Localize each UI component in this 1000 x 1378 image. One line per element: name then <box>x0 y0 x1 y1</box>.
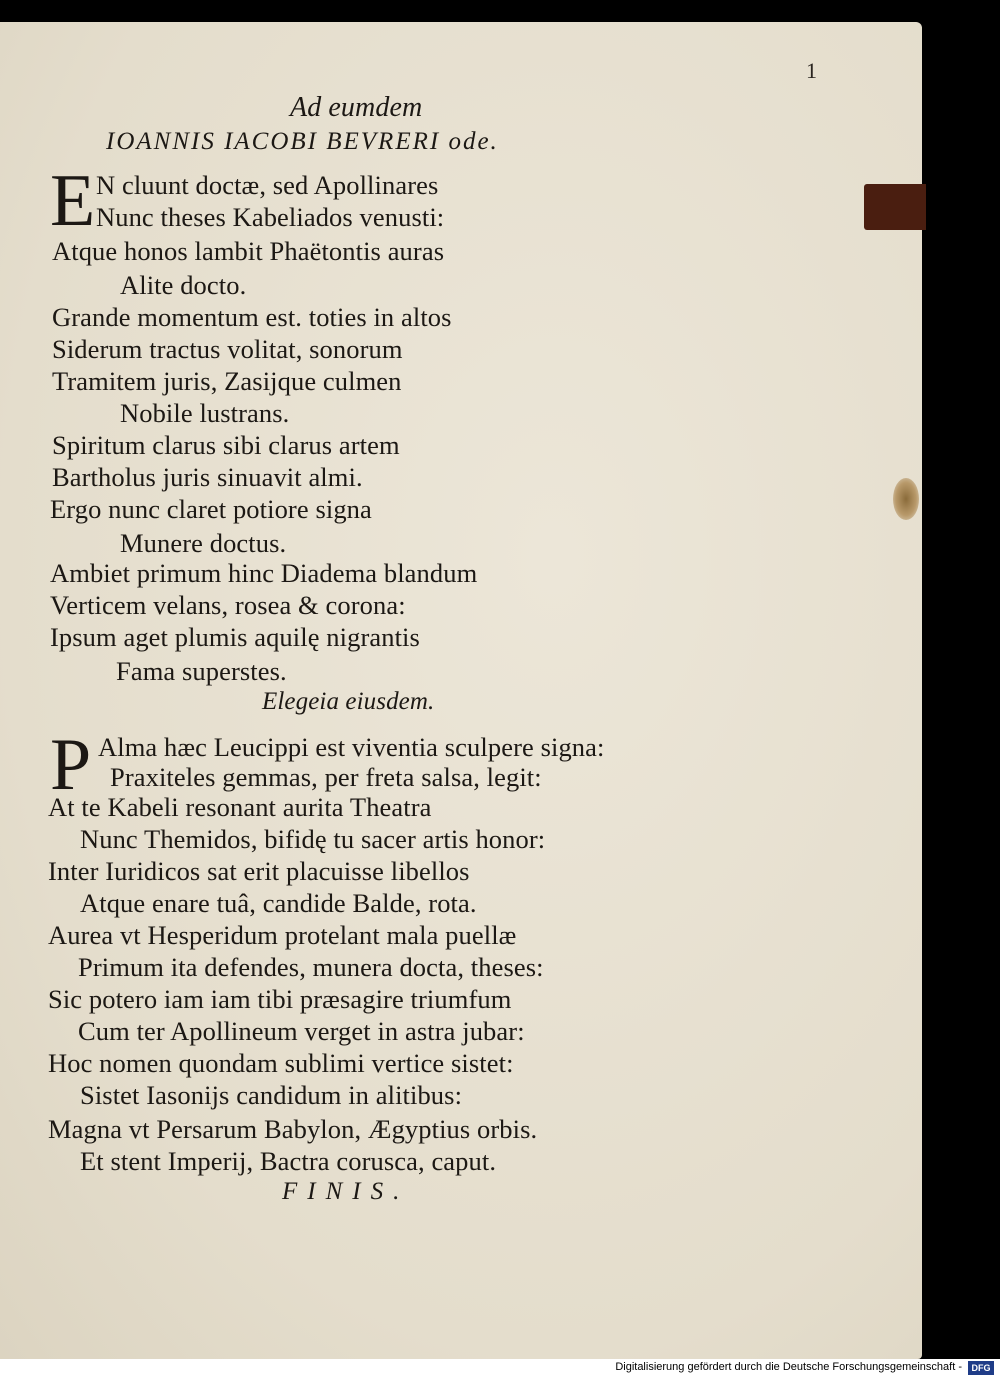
ode-line-1: N cluunt doctæ, sed Apollinares <box>96 170 439 200</box>
paper-stain <box>893 478 919 520</box>
elegy-line-7: Aurea vt Hesperidum protelant mala puellæ <box>48 920 517 950</box>
elegy-line-10: Cum ter Apollineum verget in astra jubar: <box>78 1016 525 1046</box>
ode-line-14: Verticem velans, rosea & corona: <box>50 590 406 620</box>
ode-line-9: Spiritum clarus sibi clarus artem <box>52 430 400 460</box>
elegy-line-1: Alma hæc Leucippi est viventia sculpere signa: <box>98 732 605 762</box>
ode-line-8: Nobile lustrans. <box>120 398 290 428</box>
dfg-logo: DFG <box>968 1361 994 1375</box>
elegy-line-8: Primum ita defendes, munera docta, theses: <box>78 952 544 982</box>
finis: FINIS. <box>282 1178 410 1205</box>
elegy-line-5: Inter Iuridicos sat erit placuisse libellos <box>48 856 470 886</box>
ode-line-11: Ergo nunc claret potiore signa <box>50 494 372 524</box>
ode-line-2: Nunc theses Kabeliados venusti: <box>96 202 445 232</box>
elegy-line-12: Sistet Iasonijs candidum in alitibus: <box>80 1080 463 1110</box>
ode-line-16: Fama superstes. <box>116 656 287 686</box>
elegy-line-14: Et stent Imperij, Bactra corusca, caput. <box>80 1146 497 1176</box>
ode-line-4: Alite docto. <box>120 270 247 300</box>
footer-credit: Digitalisierung gefördert durch die Deutsche Forschungsgemeinschaft - <box>615 1361 962 1373</box>
heading-ad-eumdem: Ad eumdem <box>290 92 423 123</box>
page-tab-marker <box>864 184 926 230</box>
elegy-line-11: Hoc nomen quondam sublimi vertice sistet: <box>48 1048 514 1078</box>
ode-line-10: Bartholus juris sinuavit almi. <box>52 462 363 492</box>
ode-line-15: Ipsum aget plumis aquilę nigrantis <box>50 622 420 652</box>
ode-line-7: Tramitem juris, Zasijque culmen <box>52 366 402 396</box>
elegy-line-4: Nunc Themidos, bifidę tu sacer artis honor: <box>80 824 546 854</box>
ode-line-3: Atque honos lambit Phaëtontis auras <box>52 236 445 266</box>
page-number: 1 <box>806 58 817 83</box>
elegy-heading: Elegeia eiusdem. <box>262 688 435 715</box>
elegy-dropcap: P <box>50 724 92 806</box>
ode-line-5: Grande momentum est. toties in altos <box>52 302 452 332</box>
footer-bar <box>0 1359 1000 1378</box>
elegy-line-9: Sic potero iam iam tibi præsagire triumfum <box>48 984 512 1014</box>
elegy-line-3: At te Kabeli resonant aurita Theatra <box>48 792 432 822</box>
ode-line-12: Munere doctus. <box>120 528 287 558</box>
ode-dropcap: E <box>50 160 96 242</box>
heading-author: IOANNIS IACOBI BEVRERI ode. <box>106 128 499 155</box>
ode-line-6: Siderum tractus volitat, sonorum <box>52 334 403 364</box>
elegy-line-6: Atque enare tuâ, candide Balde, rota. <box>80 888 477 918</box>
elegy-line-13: Magna vt Persarum Babylon, Ægyptius orbis. <box>48 1114 538 1144</box>
ode-line-13: Ambiet primum hinc Diadema blandum <box>50 558 478 588</box>
elegy-line-2: Praxiteles gemmas, per freta salsa, legit: <box>110 762 542 792</box>
